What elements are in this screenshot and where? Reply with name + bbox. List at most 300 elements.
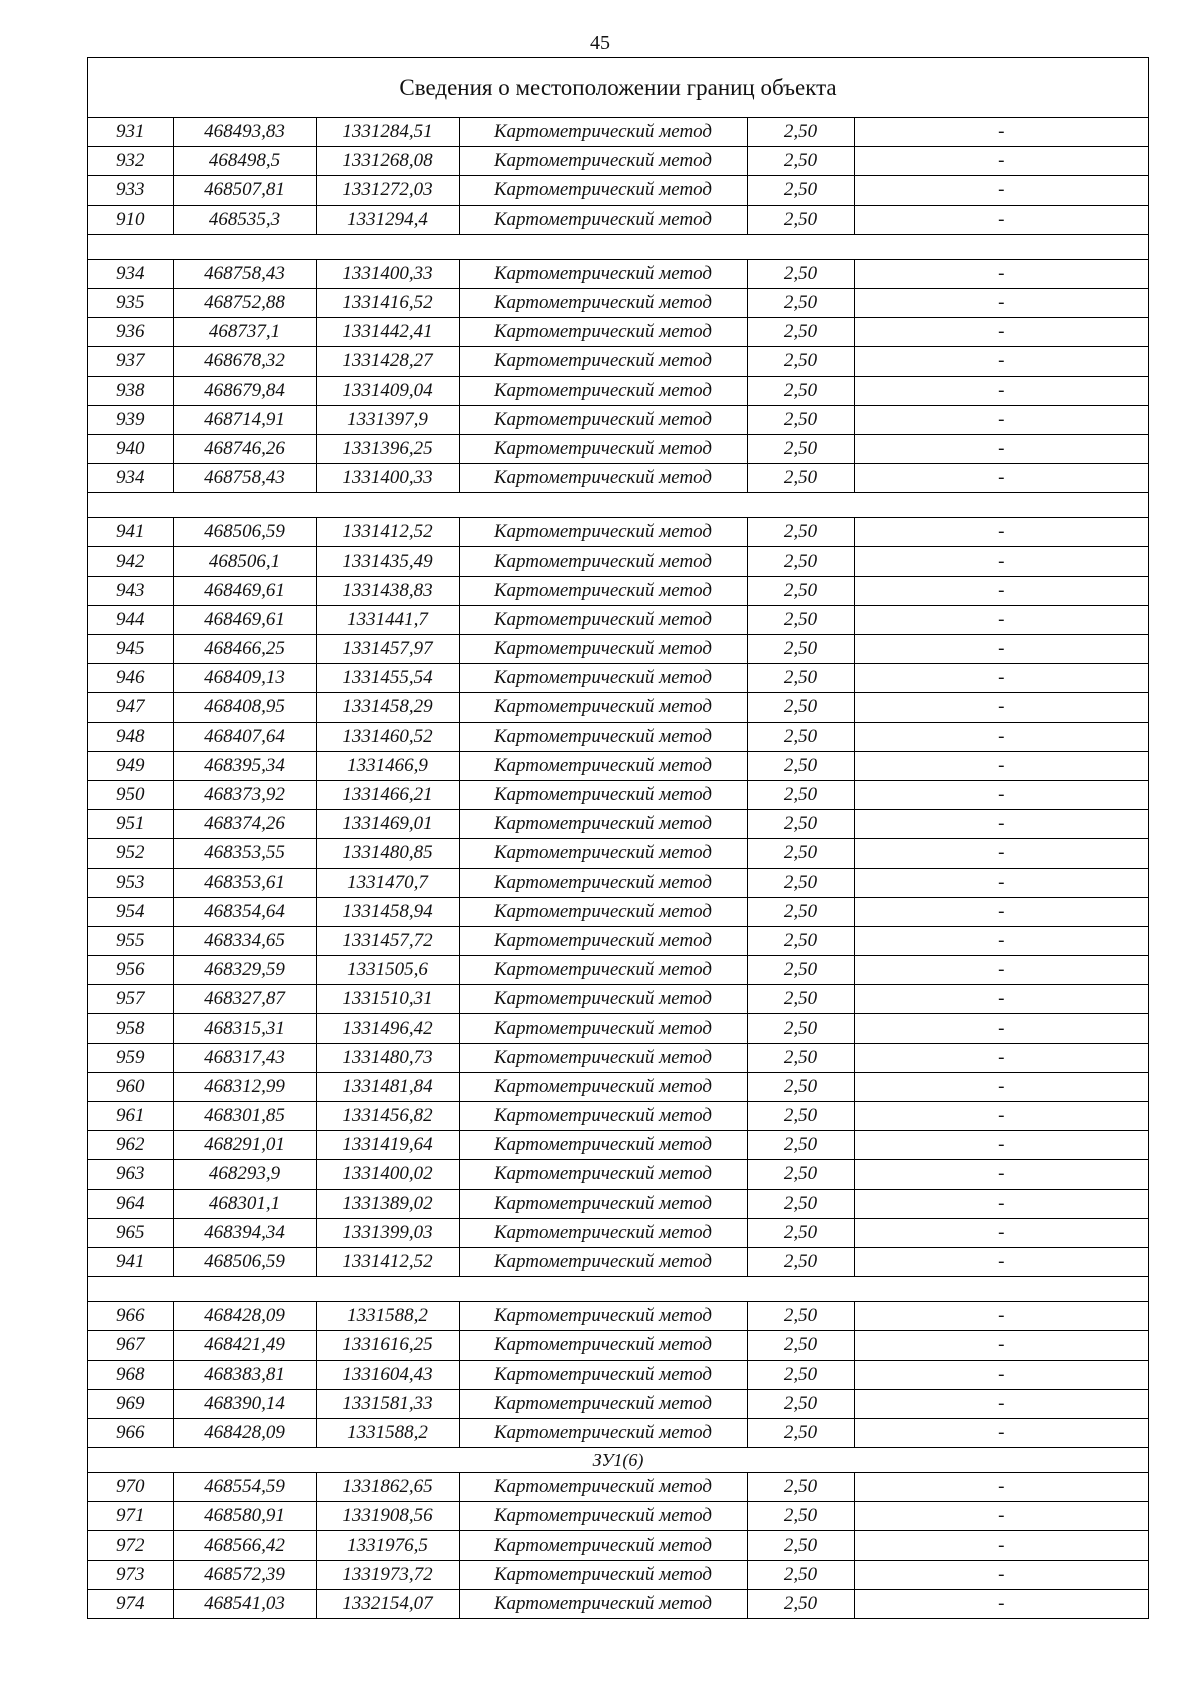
method: Картометрический метод [459,1473,747,1502]
accuracy: 2,50 [747,376,854,405]
description: - [854,1389,1148,1418]
coordinate-y: 1331435,49 [316,547,459,576]
description: - [854,1302,1148,1331]
accuracy: 2,50 [747,1189,854,1218]
accuracy: 2,50 [747,1502,854,1531]
description: - [854,926,1148,955]
coordinate-x: 468354,64 [173,897,316,926]
coordinate-x: 468493,83 [173,118,316,147]
table-row [88,985,1148,1014]
point-number: 961 [88,1102,173,1131]
point-number: 932 [88,147,173,176]
method: Картометрический метод [459,1247,747,1276]
method: Картометрический метод [459,1014,747,1043]
contour-separator-row [88,1277,1148,1302]
accuracy: 2,50 [747,176,854,205]
method: Картометрический метод [459,1189,747,1218]
description: - [854,722,1148,751]
coordinate-x: 468353,55 [173,839,316,868]
description: - [854,1189,1148,1218]
coordinate-y: 1331272,03 [316,176,459,205]
table-row [88,1072,1148,1101]
coordinate-x: 468554,59 [173,1473,316,1502]
description: - [854,205,1148,234]
description: - [854,1247,1148,1276]
accuracy: 2,50 [747,1418,854,1447]
accuracy: 2,50 [747,464,854,493]
description: - [854,605,1148,634]
coordinate-y: 1331400,33 [316,259,459,288]
method: Картометрический метод [459,897,747,926]
accuracy: 2,50 [747,1131,854,1160]
coordinate-x: 468383,81 [173,1360,316,1389]
method: Картометрический метод [459,118,747,147]
coordinate-y: 1331400,33 [316,464,459,493]
accuracy: 2,50 [747,347,854,376]
method: Картометрический метод [459,1131,747,1160]
coordinate-x: 468334,65 [173,926,316,955]
point-number: 933 [88,176,173,205]
coordinate-y: 1331466,9 [316,751,459,780]
table-row [88,1102,1148,1131]
coordinate-y: 1331505,6 [316,956,459,985]
coordinate-x: 468373,92 [173,780,316,809]
accuracy: 2,50 [747,926,854,955]
coordinate-x: 468752,88 [173,288,316,317]
point-number: 934 [88,464,173,493]
coordinate-y: 1331460,52 [316,722,459,751]
table-row [88,347,1148,376]
description: - [854,868,1148,897]
table-row [88,318,1148,347]
coordinate-y: 1331389,02 [316,1189,459,1218]
description: - [854,751,1148,780]
table-row [88,839,1148,868]
description: - [854,259,1148,288]
point-number: 948 [88,722,173,751]
point-number: 935 [88,288,173,317]
method: Картометрический метод [459,1072,747,1101]
method: Картометрический метод [459,434,747,463]
description: - [854,664,1148,693]
coordinate-x: 468407,64 [173,722,316,751]
point-number: 941 [88,518,173,547]
coordinate-y: 1331458,94 [316,897,459,926]
method: Картометрический метод [459,288,747,317]
table-row [88,780,1148,809]
method: Картометрический метод [459,318,747,347]
point-number: 952 [88,839,173,868]
description: - [854,780,1148,809]
table-row [88,518,1148,547]
table-row [88,405,1148,434]
point-number: 974 [88,1589,173,1618]
table-row [88,464,1148,493]
coordinate-y: 1331481,84 [316,1072,459,1101]
table-row [88,693,1148,722]
method: Картометрический метод [459,926,747,955]
table-row [88,1589,1148,1618]
method: Картометрический метод [459,635,747,664]
table-row [88,926,1148,955]
description: - [854,897,1148,926]
method: Картометрический метод [459,464,747,493]
table-row [88,1473,1148,1502]
accuracy: 2,50 [747,1247,854,1276]
method: Картометрический метод [459,780,747,809]
coordinate-x: 468394,34 [173,1218,316,1247]
description: - [854,118,1148,147]
accuracy: 2,50 [747,810,854,839]
table-row [88,176,1148,205]
accuracy: 2,50 [747,1331,854,1360]
table-row [88,259,1148,288]
table-row [88,434,1148,463]
method: Картометрический метод [459,205,747,234]
coordinate-x: 468315,31 [173,1014,316,1043]
description: - [854,1589,1148,1618]
description: - [854,956,1148,985]
point-number: 964 [88,1189,173,1218]
description: - [854,464,1148,493]
separator-cell [88,493,1148,518]
table-row [88,1189,1148,1218]
table-title-row [88,58,1148,118]
description: - [854,693,1148,722]
coordinate-x: 468679,84 [173,376,316,405]
point-number: 940 [88,434,173,463]
method: Картометрический метод [459,1302,747,1331]
description: - [854,288,1148,317]
coordinate-y: 1331469,01 [316,810,459,839]
coordinate-y: 1332154,07 [316,1589,459,1618]
method: Картометрический метод [459,839,747,868]
section-header-row [88,1448,1148,1473]
description: - [854,1560,1148,1589]
boundary-coordinates-table [87,57,1149,1619]
description: - [854,1072,1148,1101]
point-number: 945 [88,635,173,664]
accuracy: 2,50 [747,605,854,634]
coordinate-x: 468498,5 [173,147,316,176]
coordinate-y: 1331419,64 [316,1131,459,1160]
point-number: 910 [88,205,173,234]
accuracy: 2,50 [747,1389,854,1418]
accuracy: 2,50 [747,259,854,288]
method: Картометрический метод [459,1043,747,1072]
table-row [88,1302,1148,1331]
coordinate-y: 1331412,52 [316,1247,459,1276]
table-row [88,956,1148,985]
coordinate-y: 1331604,43 [316,1360,459,1389]
accuracy: 2,50 [747,1589,854,1618]
coordinate-y: 1331268,08 [316,147,459,176]
point-number: 950 [88,780,173,809]
table-row [88,635,1148,664]
coordinate-x: 468469,61 [173,576,316,605]
table-row [88,576,1148,605]
coordinate-x: 468506,1 [173,547,316,576]
coordinate-y: 1331442,41 [316,318,459,347]
coordinate-y: 1331400,02 [316,1160,459,1189]
point-number: 965 [88,1218,173,1247]
coordinate-x: 468535,3 [173,205,316,234]
description: - [854,1531,1148,1560]
method: Картометрический метод [459,1531,747,1560]
method: Картометрический метод [459,347,747,376]
accuracy: 2,50 [747,664,854,693]
method: Картометрический метод [459,518,747,547]
contour-separator-row [88,493,1148,518]
page-number: 45 [590,32,610,54]
coordinate-y: 1331581,33 [316,1389,459,1418]
accuracy: 2,50 [747,288,854,317]
description: - [854,176,1148,205]
point-number: 946 [88,664,173,693]
description: - [854,1014,1148,1043]
accuracy: 2,50 [747,147,854,176]
coordinate-x: 468506,59 [173,518,316,547]
description: - [854,635,1148,664]
method: Картометрический метод [459,1102,747,1131]
description: - [854,576,1148,605]
accuracy: 2,50 [747,518,854,547]
table-row [88,810,1148,839]
coordinate-y: 1331510,31 [316,985,459,1014]
description: - [854,1502,1148,1531]
accuracy: 2,50 [747,897,854,926]
accuracy: 2,50 [747,1531,854,1560]
point-number: 973 [88,1560,173,1589]
description: - [854,839,1148,868]
method: Картометрический метод [459,664,747,693]
coordinate-y: 1331480,73 [316,1043,459,1072]
method: Картометрический метод [459,1502,747,1531]
accuracy: 2,50 [747,1043,854,1072]
point-number: 953 [88,868,173,897]
accuracy: 2,50 [747,1160,854,1189]
table-row [88,1014,1148,1043]
coordinate-y: 1331588,2 [316,1302,459,1331]
coordinate-x: 468758,43 [173,259,316,288]
coordinate-x: 468428,09 [173,1418,316,1447]
accuracy: 2,50 [747,1102,854,1131]
accuracy: 2,50 [747,985,854,1014]
coordinate-x: 468566,42 [173,1531,316,1560]
table-row [88,1131,1148,1160]
coordinate-x: 468678,32 [173,347,316,376]
coordinate-y: 1331397,9 [316,405,459,434]
method: Картометрический метод [459,259,747,288]
coordinate-y: 1331399,03 [316,1218,459,1247]
coordinate-x: 468469,61 [173,605,316,634]
method: Картометрический метод [459,985,747,1014]
coordinate-y: 1331466,21 [316,780,459,809]
point-number: 931 [88,118,173,147]
point-number: 968 [88,1360,173,1389]
coordinate-y: 1331428,27 [316,347,459,376]
coordinate-y: 1331456,82 [316,1102,459,1131]
description: - [854,985,1148,1014]
separator-cell [88,1277,1148,1302]
method: Картометрический метод [459,405,747,434]
description: - [854,347,1148,376]
point-number: 944 [88,605,173,634]
method: Картометрический метод [459,1360,747,1389]
coordinate-x: 468466,25 [173,635,316,664]
description: - [854,1331,1148,1360]
coordinate-y: 1331908,56 [316,1502,459,1531]
point-number: 949 [88,751,173,780]
accuracy: 2,50 [747,1218,854,1247]
coordinate-x: 468572,39 [173,1560,316,1589]
coordinate-y: 1331470,7 [316,868,459,897]
table-row [88,1218,1148,1247]
point-number: 960 [88,1072,173,1101]
description: - [854,1131,1148,1160]
coordinate-x: 468506,59 [173,1247,316,1276]
coordinate-x: 468714,91 [173,405,316,434]
description: - [854,434,1148,463]
point-number: 966 [88,1418,173,1447]
point-number: 969 [88,1389,173,1418]
accuracy: 2,50 [747,635,854,664]
table-row [88,1560,1148,1589]
coordinate-y: 1331441,7 [316,605,459,634]
coordinate-y: 1331457,72 [316,926,459,955]
coordinate-x: 468329,59 [173,956,316,985]
method: Картометрический метод [459,693,747,722]
table-row [88,1502,1148,1531]
coordinate-y: 1331480,85 [316,839,459,868]
coordinate-x: 468374,26 [173,810,316,839]
point-number: 934 [88,259,173,288]
accuracy: 2,50 [747,868,854,897]
table-row [88,1360,1148,1389]
coordinate-y: 1331458,29 [316,693,459,722]
accuracy: 2,50 [747,434,854,463]
table-row [88,1160,1148,1189]
method: Картометрический метод [459,1218,747,1247]
description: - [854,1160,1148,1189]
coordinate-y: 1331976,5 [316,1531,459,1560]
point-number: 962 [88,1131,173,1160]
table-row [88,547,1148,576]
point-number: 957 [88,985,173,1014]
table-row [88,288,1148,317]
description: - [854,1043,1148,1072]
contour-separator-row [88,234,1148,259]
coordinate-x: 468408,95 [173,693,316,722]
coordinate-x: 468758,43 [173,464,316,493]
point-number: 943 [88,576,173,605]
table-row [88,868,1148,897]
table-row [88,897,1148,926]
point-number: 963 [88,1160,173,1189]
description: - [854,1102,1148,1131]
accuracy: 2,50 [747,722,854,751]
coordinate-x: 468541,03 [173,1589,316,1618]
point-number: 958 [88,1014,173,1043]
description: - [854,1473,1148,1502]
accuracy: 2,50 [747,1360,854,1389]
coordinate-y: 1331294,4 [316,205,459,234]
method: Картометрический метод [459,576,747,605]
description: - [854,1418,1148,1447]
point-number: 967 [88,1331,173,1360]
accuracy: 2,50 [747,547,854,576]
accuracy: 2,50 [747,956,854,985]
coordinate-x: 468301,85 [173,1102,316,1131]
coordinate-x: 468395,34 [173,751,316,780]
accuracy: 2,50 [747,1560,854,1589]
table-row [88,1247,1148,1276]
coordinate-x: 468353,61 [173,868,316,897]
method: Картометрический метод [459,722,747,751]
coordinate-x: 468317,43 [173,1043,316,1072]
coordinate-x: 468428,09 [173,1302,316,1331]
point-number: 947 [88,693,173,722]
table-row [88,1331,1148,1360]
accuracy: 2,50 [747,1072,854,1101]
point-number: 936 [88,318,173,347]
accuracy: 2,50 [747,1014,854,1043]
coordinate-x: 468421,49 [173,1331,316,1360]
point-number: 942 [88,547,173,576]
method: Картометрический метод [459,1418,747,1447]
method: Картометрический метод [459,1589,747,1618]
coordinate-y: 1331284,51 [316,118,459,147]
point-number: 955 [88,926,173,955]
description: - [854,1218,1148,1247]
accuracy: 2,50 [747,318,854,347]
method: Картометрический метод [459,376,747,405]
point-number: 939 [88,405,173,434]
point-number: 972 [88,1531,173,1560]
coordinate-y: 1331409,04 [316,376,459,405]
coordinate-x: 468507,81 [173,176,316,205]
point-number: 959 [88,1043,173,1072]
coordinate-x: 468291,01 [173,1131,316,1160]
coordinate-x: 468390,14 [173,1389,316,1418]
accuracy: 2,50 [747,118,854,147]
coordinate-x: 468312,99 [173,1072,316,1101]
method: Картометрический метод [459,751,747,780]
description: - [854,318,1148,347]
point-number: 970 [88,1473,173,1502]
accuracy: 2,50 [747,751,854,780]
method: Картометрический метод [459,1389,747,1418]
point-number: 938 [88,376,173,405]
description: - [854,810,1148,839]
description: - [854,518,1148,547]
method: Картометрический метод [459,1160,747,1189]
coordinate-y: 1331457,97 [316,635,459,664]
coordinate-y: 1331496,42 [316,1014,459,1043]
coordinate-y: 1331455,54 [316,664,459,693]
coordinate-y: 1331416,52 [316,288,459,317]
table-row [88,118,1148,147]
table-row [88,376,1148,405]
point-number: 941 [88,1247,173,1276]
table-row [88,205,1148,234]
accuracy: 2,50 [747,693,854,722]
coordinate-x: 468301,1 [173,1189,316,1218]
description: - [854,1360,1148,1389]
method: Картометрический метод [459,547,747,576]
method: Картометрический метод [459,1331,747,1360]
table-row [88,605,1148,634]
